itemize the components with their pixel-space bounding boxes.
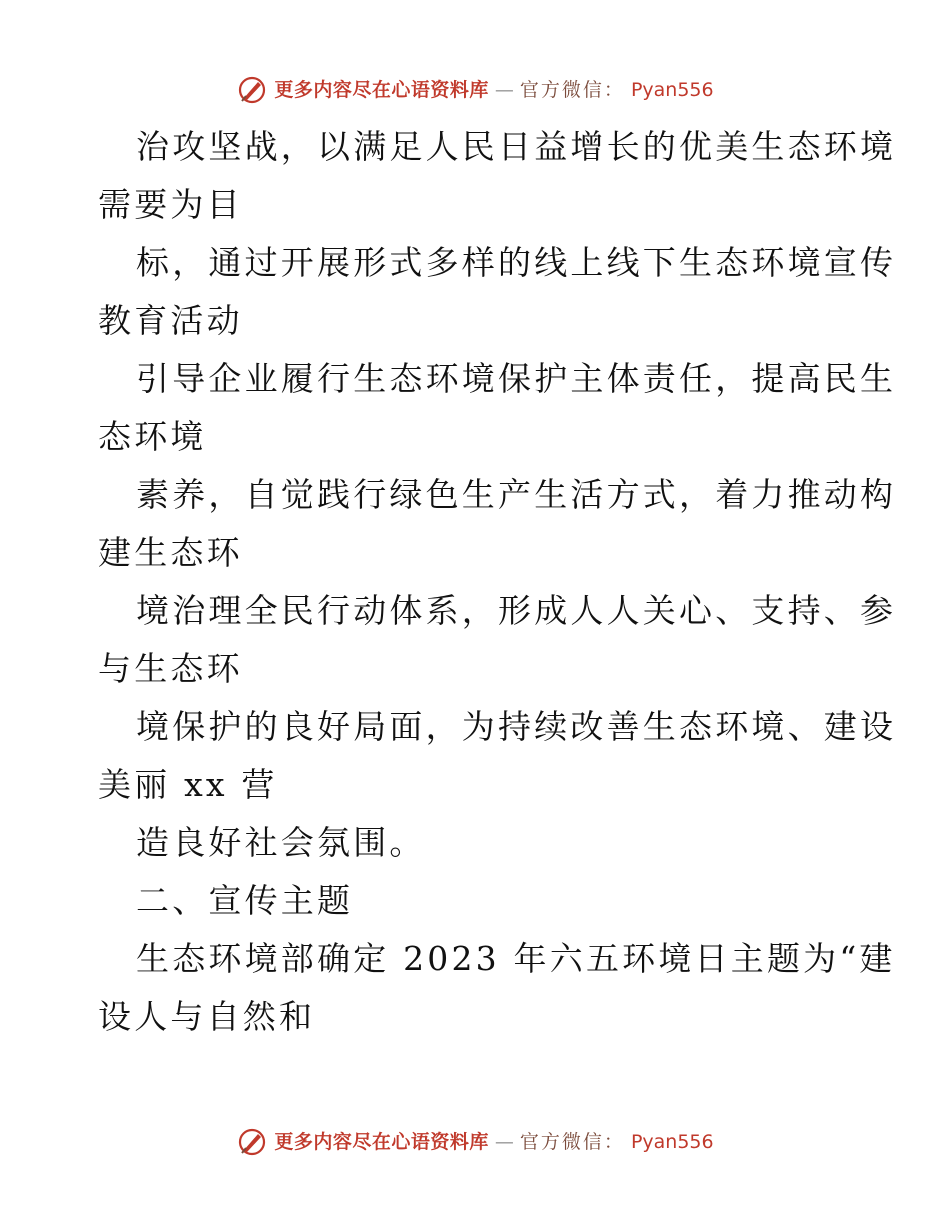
text-line: 设人与自然和 (98, 997, 316, 1036)
text-line: 需要为目 (98, 185, 243, 224)
text-line: 与生态环 (98, 649, 243, 688)
text-line: 引导企业履行生态环境保护主体责任，提高民生 (136, 359, 897, 398)
text-line: 建生态环 (98, 533, 243, 572)
text-line: 境治理全民行动体系，形成人人关心、支持、参 (136, 591, 897, 630)
header-watermark (0, 74, 950, 106)
text-line: 造良好社会氛围。 (136, 823, 426, 862)
text-line: 教育活动 (98, 301, 243, 340)
quill-logo-icon (236, 1126, 268, 1158)
watermark-dash: — (494, 79, 514, 101)
watermark-main-text: 更多内容尽在心语资料库 (274, 1131, 489, 1153)
watermark-dash: — (494, 1131, 514, 1153)
text-line: 生态环境部确定 2023 年六五环境日主题为“建 (136, 939, 896, 978)
text-line: 美丽 xx 营 (98, 765, 278, 804)
watermark-wechat-id: Pyan556 (630, 1131, 714, 1153)
watermark-official-label: 官方微信： (519, 79, 625, 101)
text-line: 治攻坚战，以满足人民日益增长的优美生态环境 (136, 127, 897, 166)
watermark-main-text: 更多内容尽在心语资料库 (274, 79, 489, 101)
quill-logo-icon (236, 74, 268, 106)
section-heading: 二、宣传主题 (136, 881, 354, 920)
text-line: 态环境 (98, 417, 207, 456)
text-line: 境保护的良好局面，为持续改善生态环境、建设 (136, 707, 897, 746)
document-body (98, 118, 897, 1046)
watermark-wechat-id: Pyan556 (630, 79, 714, 101)
text-line: 素养，自觉践行绿色生产生活方式，着力推动构 (136, 475, 897, 514)
text-line: 标，通过开展形式多样的线上线下生态环境宣传 (136, 243, 897, 282)
footer-watermark (0, 1126, 950, 1158)
watermark-official-label: 官方微信： (519, 1131, 625, 1153)
